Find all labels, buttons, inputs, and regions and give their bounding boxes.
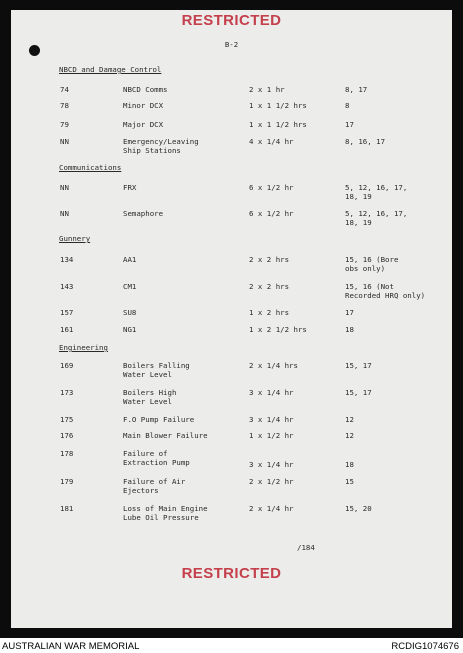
section-heading-gunnery: Gunnery — [59, 234, 91, 243]
exercise-code: 176 — [60, 431, 74, 440]
archive-id: RCDIG1074676 — [391, 641, 459, 652]
exercise-refs: 17 — [345, 120, 354, 129]
exercise-refs: 12 — [345, 431, 354, 440]
exercise-name: AA1 — [123, 255, 137, 264]
exercise-code: 181 — [60, 504, 74, 513]
exercise-code: 173 — [60, 388, 74, 397]
exercise-code: 143 — [60, 282, 74, 291]
exercise-duration: 1 x 1 1/2 hrs — [249, 120, 307, 129]
exercise-code: 179 — [60, 477, 74, 486]
exercise-refs: 8 — [345, 101, 350, 110]
exercise-name: F.O Pump Failure — [123, 415, 195, 424]
section-heading-engineering: Engineering — [59, 343, 108, 352]
exercise-refs: 15, 17 — [345, 361, 372, 370]
exercise-refs: 12 — [345, 415, 354, 424]
exercise-duration: 1 x 2 1/2 hrs — [249, 325, 307, 334]
exercise-name: Failure of Extraction Pump — [123, 449, 190, 467]
exercise-duration: 2 x 1/4 hrs — [249, 361, 298, 370]
exercise-code: NN — [60, 183, 69, 192]
exercise-name: Boilers Falling Water Level — [123, 361, 190, 379]
exercise-refs: 5, 12, 16, 17, 18, 19 — [345, 209, 408, 227]
exercise-refs: 15 — [345, 477, 354, 486]
continuation-marker: /184 — [297, 543, 315, 552]
exercise-name: Failure of Air Ejectors — [123, 477, 186, 495]
exercise-name: Loss of Main Engine Lube Oil Pressure — [123, 504, 208, 522]
exercise-name: Semaphore — [123, 209, 164, 218]
exercise-refs: 18 — [345, 460, 354, 469]
exercise-name: Minor DCX — [123, 101, 164, 110]
exercise-name: NBCD Comms — [123, 85, 168, 94]
exercise-code: NN — [60, 209, 69, 218]
exercise-refs: 18 — [345, 325, 354, 334]
exercise-duration: 6 x 1/2 hr — [249, 183, 294, 192]
exercise-refs: 15, 16 (Not Recorded HRQ only) — [345, 282, 426, 300]
exercise-code: 78 — [60, 101, 69, 110]
exercise-refs: 17 — [345, 308, 354, 317]
archive-credit-bar — [0, 641, 463, 653]
exercise-code: 161 — [60, 325, 74, 334]
punch-hole — [29, 45, 40, 56]
exercise-code: 134 — [60, 255, 74, 264]
restricted-stamp-top: RESTRICTED — [181, 12, 282, 29]
exercise-duration: 2 x 1 hr — [249, 85, 285, 94]
document-page — [11, 10, 452, 628]
exercise-duration: 6 x 1/2 hr — [249, 209, 294, 218]
exercise-duration: 3 x 1/4 hr — [249, 415, 294, 424]
exercise-code: 74 — [60, 85, 69, 94]
exercise-duration: 2 x 2 hrs — [249, 282, 290, 291]
exercise-duration: 2 x 1/2 hr — [249, 477, 294, 486]
exercise-code: 169 — [60, 361, 74, 370]
exercise-name: FRX — [123, 183, 137, 192]
page-number: B-2 — [224, 40, 239, 49]
exercise-duration: 1 x 1 1/2 hrs — [249, 101, 307, 110]
archive-name: AUSTRALIAN WAR MEMORIAL — [2, 641, 140, 652]
exercise-duration: 3 x 1/4 hr — [249, 460, 294, 469]
exercise-refs: 8, 16, 17 — [345, 137, 386, 146]
exercise-duration: 2 x 2 hrs — [249, 255, 290, 264]
exercise-refs: 15, 16 (Bore obs only) — [345, 255, 399, 273]
exercise-code: 79 — [60, 120, 69, 129]
exercise-duration: 4 x 1/4 hr — [249, 137, 294, 146]
exercise-code: NN — [60, 137, 69, 146]
exercise-refs: 15, 20 — [345, 504, 372, 513]
exercise-code: 157 — [60, 308, 74, 317]
exercise-name: Main Blower Failure — [123, 431, 208, 440]
exercise-refs: 15, 17 — [345, 388, 372, 397]
exercise-name: Boilers High Water Level — [123, 388, 177, 406]
exercise-duration: 3 x 1/4 hr — [249, 388, 294, 397]
exercise-duration: 1 x 1/2 hr — [249, 431, 294, 440]
exercise-duration: 1 x 2 hrs — [249, 308, 290, 317]
section-heading-nbcd: NBCD and Damage Control — [59, 65, 162, 74]
exercise-name: CM1 — [123, 282, 137, 291]
exercise-name: Major DCX — [123, 120, 164, 129]
exercise-code: 175 — [60, 415, 74, 424]
exercise-name: SU8 — [123, 308, 137, 317]
exercise-name: Emergency/Leaving Ship Stations — [123, 137, 199, 155]
exercise-code: 178 — [60, 449, 74, 458]
restricted-stamp-bottom: RESTRICTED — [181, 565, 282, 582]
exercise-refs: 5, 12, 16, 17, 18, 19 — [345, 183, 408, 201]
section-heading-communications: Communications — [59, 163, 122, 172]
exercise-duration: 2 x 1/4 hr — [249, 504, 294, 513]
exercise-refs: 8, 17 — [345, 85, 368, 94]
exercise-name: NG1 — [123, 325, 137, 334]
